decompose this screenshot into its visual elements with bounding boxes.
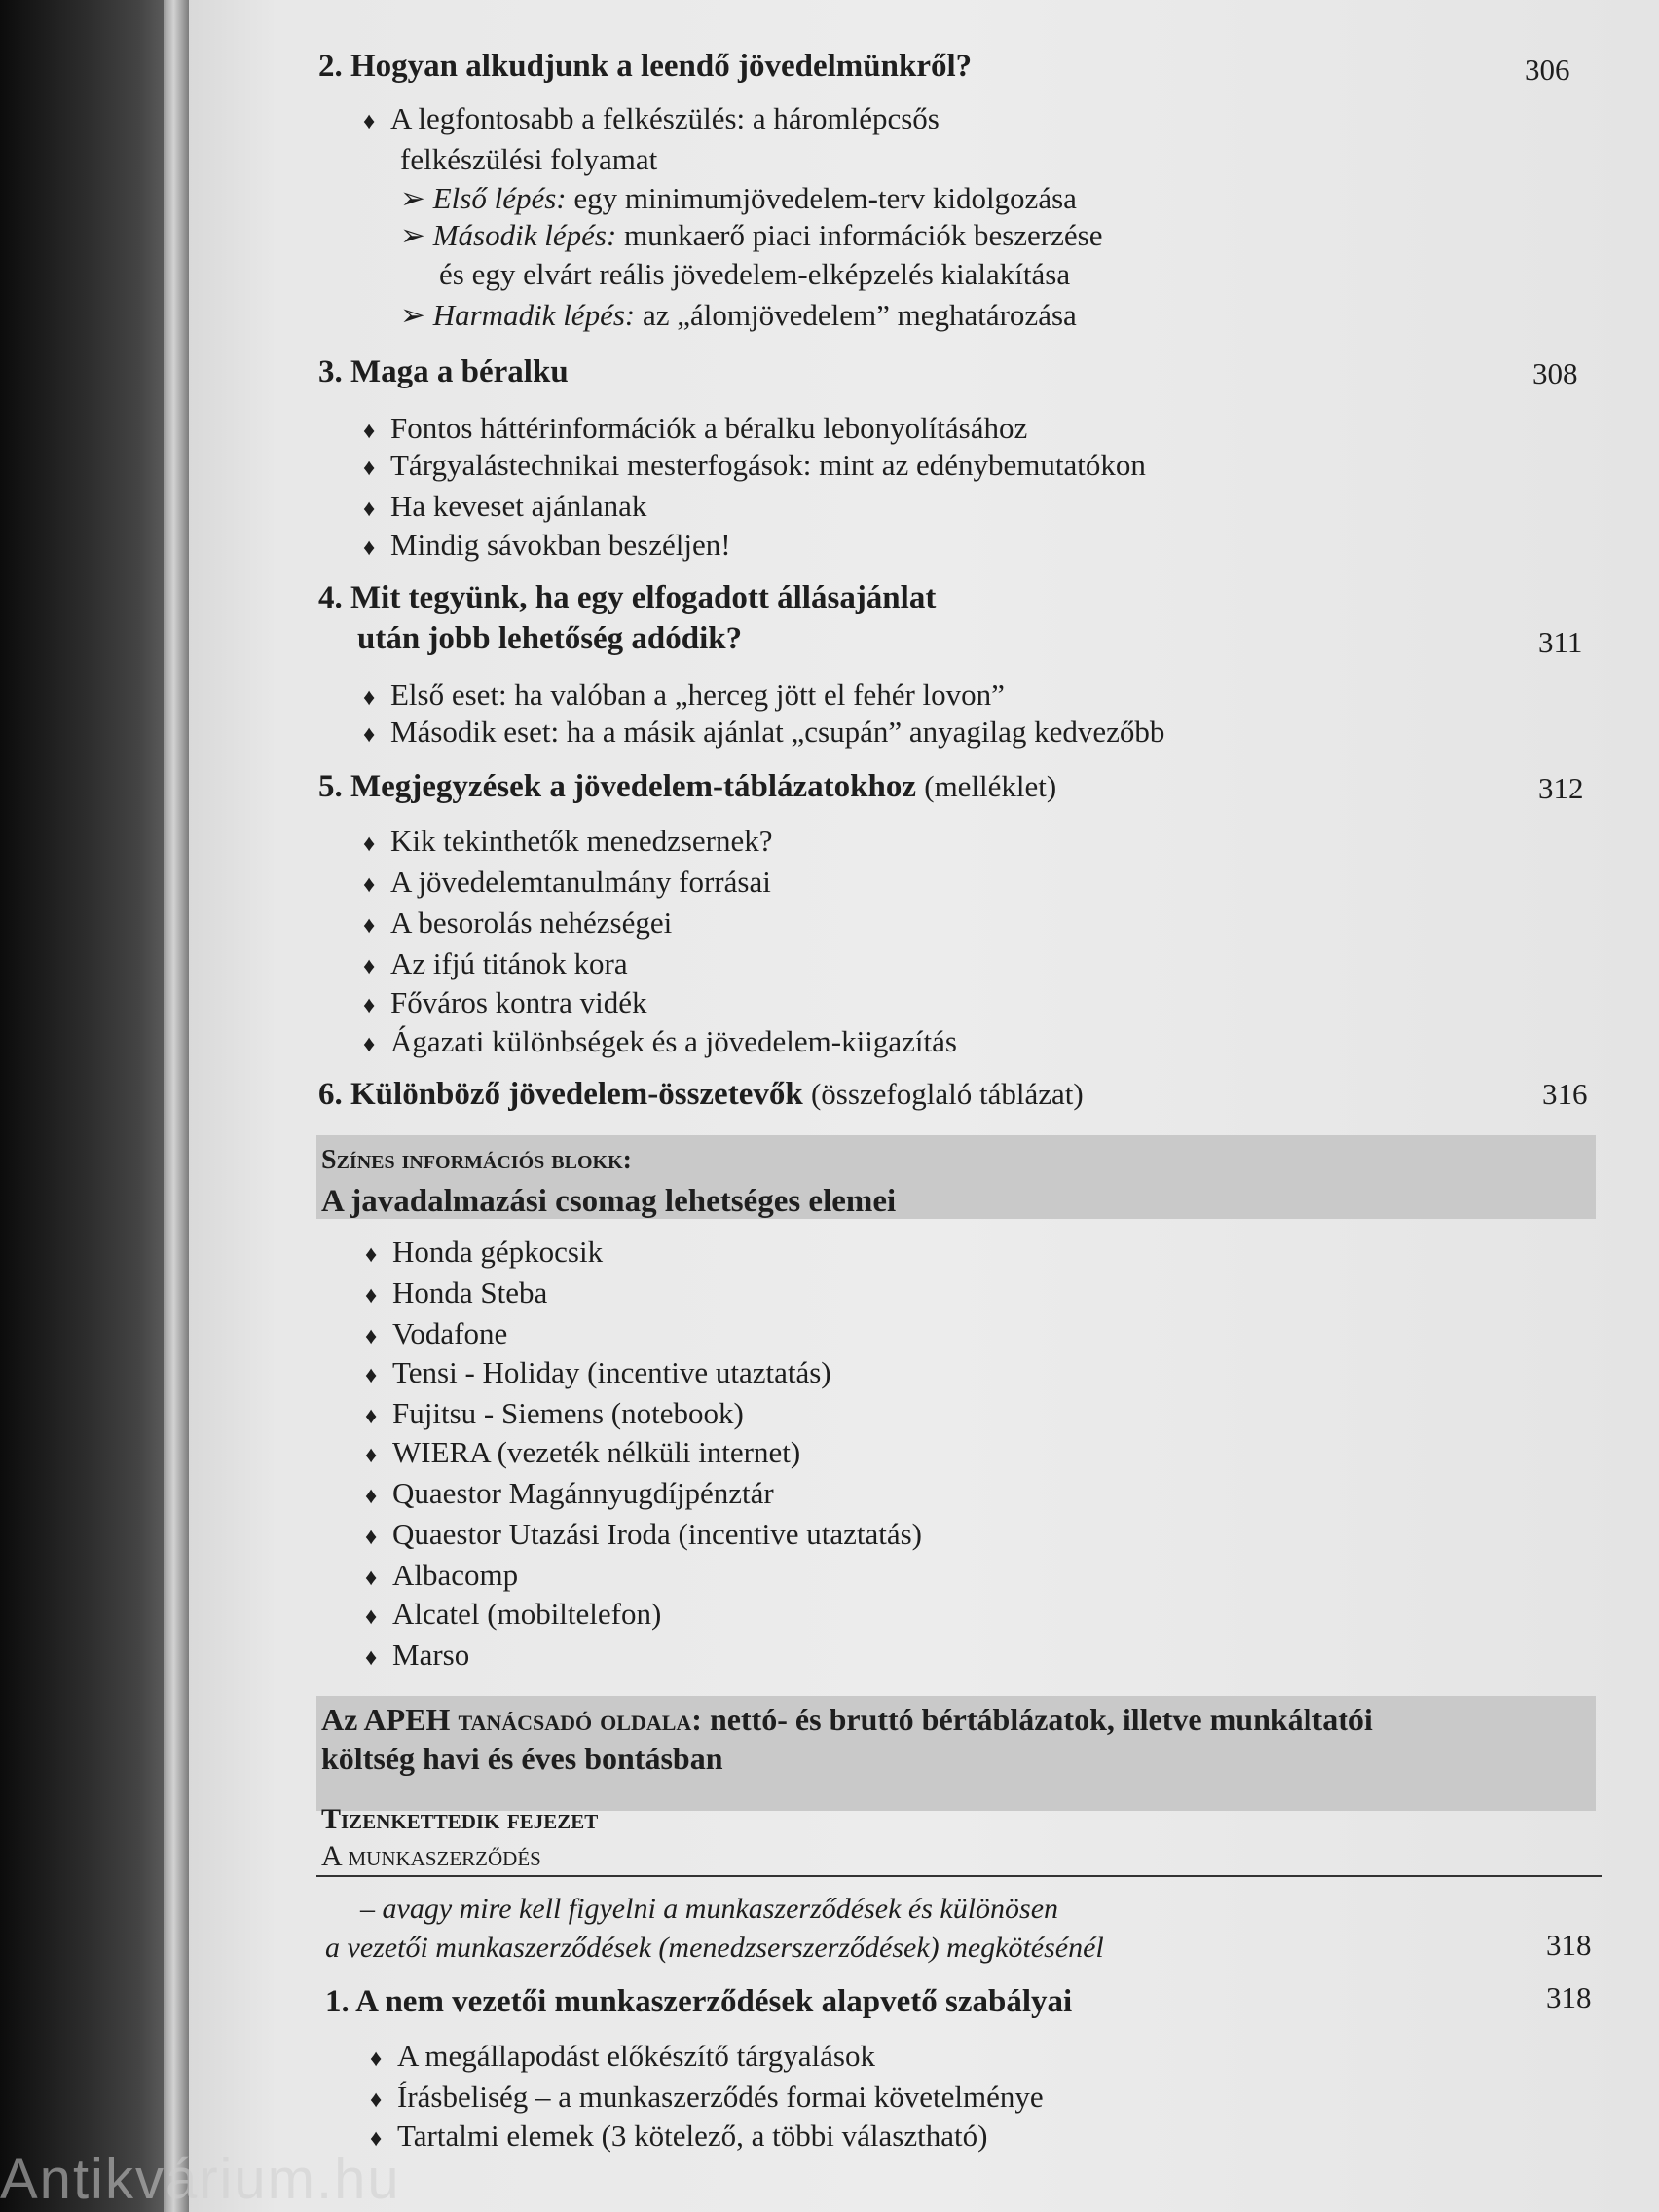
list-item: ♦ Albacomp [365, 1558, 519, 1592]
chapter-rule [316, 1875, 1602, 1877]
list-item: ♦ Fontos háttérinformációk a béralku lebonyolításához [363, 411, 1028, 445]
bullet-icon: ♦ [365, 1484, 378, 1509]
info-block-label: Színes információs blokk: [321, 1145, 632, 1175]
list-item: ♦ Második eset: ha a másik ajánlat „csupán” anyagilag kedvezőbb [363, 715, 1165, 749]
bullet-icon: ♦ [363, 535, 376, 561]
bullet-icon: ♦ [370, 2126, 383, 2152]
bullet-icon: ♦ [365, 1242, 378, 1268]
list-item: ♦ Az ifjú titánok kora [363, 946, 628, 980]
bullet-icon: ♦ [363, 831, 376, 857]
chapter-subtitle-cont: a vezetői munkaszerződések (menedzserszerződések) megkötésénél [325, 1932, 1104, 1964]
bullet-icon: ♦ [370, 2046, 383, 2072]
list-item: ♦ Ha keveset ajánlanak [363, 489, 647, 523]
list-item: ♦ Tensi - Holiday (incentive utaztatás) [365, 1355, 831, 1389]
chapter-label: Tizenkettedik fejezet [321, 1803, 599, 1835]
section-5-title: 5. Megjegyzések a jövedelem-táblázatokhoz (melléklet) [318, 769, 1057, 804]
dark-background [0, 0, 164, 2212]
list-item: ♦ WIERA (vezeték nélküli internet) [365, 1435, 801, 1469]
list-item: ♦ Honda gépkocsik [365, 1235, 604, 1269]
bullet-icon: ♦ [365, 1443, 378, 1468]
page-edge [164, 0, 189, 2212]
section-3-page: 308 [1532, 356, 1578, 390]
bullet-icon: ♦ [363, 872, 376, 898]
section-6-page: 316 [1542, 1077, 1588, 1111]
bullet-icon: ♦ [363, 1032, 376, 1057]
chapter-page: 318 [1546, 1928, 1592, 1962]
bullet-icon: ♦ [363, 109, 376, 134]
arrow-icon: ➢ [400, 298, 433, 332]
chapter-section-1-title: 1. A nem vezetői munkaszerződések alapvető szabályai [325, 1984, 1073, 2019]
section-4-title-cont: után jobb lehetőség adódik? [357, 621, 743, 656]
list-item: ♦ Főváros kontra vidék [363, 985, 647, 1019]
info-block-title: A javadalmazási csomag lehetséges elemei [321, 1184, 897, 1219]
list-item: ♦ A jövedelemtanulmány forrásai [363, 865, 771, 899]
bullet-icon: ♦ [365, 1525, 378, 1550]
step-2-cont: és egy elvárt reális jövedelem-elképzelés kialakítása [439, 257, 1071, 291]
bullet-icon: ♦ [363, 497, 376, 522]
list-item-cont: felkészülési folyamat [400, 142, 658, 176]
list-item: ♦ A besorolás nehézségei [363, 905, 673, 940]
chapter-section-1-page: 318 [1546, 1980, 1592, 2014]
section-4-title: 4. Mit tegyünk, ha egy elfogadott állásajánlat [318, 580, 937, 615]
list-item: ♦ A legfontosabb a felkészülés: a háromlépcsős [363, 101, 940, 135]
chapter-title: A munkaszerződés [321, 1840, 541, 1872]
bullet-icon: ♦ [363, 456, 376, 481]
bullet-icon: ♦ [365, 1566, 378, 1591]
bullet-icon: ♦ [363, 722, 376, 748]
section-5-page: 312 [1538, 771, 1584, 805]
step-3: ➢ Harmadik lépés: az „álomjövedelem” meghatározása [400, 298, 1077, 332]
bullet-icon: ♦ [365, 1645, 378, 1671]
list-item: ♦ Quaestor Utazási Iroda (incentive utaztatás) [365, 1517, 922, 1551]
list-item: ♦ Marso [365, 1638, 470, 1672]
bullet-icon: ♦ [365, 1324, 378, 1349]
section-3-title: 3. Maga a béralku [318, 354, 569, 389]
arrow-icon: ➢ [400, 181, 433, 215]
section-2-title: 2. Hogyan alkudjunk a leendő jövedelmünkről? [318, 49, 973, 84]
bullet-icon: ♦ [363, 685, 376, 711]
arrow-icon: ➢ [400, 218, 433, 252]
list-item: ♦ Alcatel (mobiltelefon) [365, 1597, 662, 1631]
section-2-page: 306 [1525, 53, 1570, 87]
list-item: ♦ Vodafone [365, 1316, 508, 1350]
watermark: Antikvárium.hu [0, 2148, 401, 2211]
list-item: ♦ Írásbeliség – a munkaszerződés formai követelménye [370, 2080, 1044, 2114]
bullet-icon: ♦ [363, 419, 376, 444]
list-item: ♦ Első eset: ha valóban a „herceg jött el fehér lovon” [363, 678, 1005, 712]
bullet-icon: ♦ [370, 2087, 383, 2113]
apeh-title-cont: költség havi és éves bontásban [321, 1741, 723, 1776]
list-item: ♦ Quaestor Magánnyugdíjpénztár [365, 1476, 774, 1510]
bullet-icon: ♦ [365, 1363, 378, 1388]
list-item: ♦ Mindig sávokban beszéljen! [363, 528, 731, 562]
list-item: ♦ Fujitsu - Siemens (notebook) [365, 1396, 744, 1430]
list-item: ♦ Honda Steba [365, 1275, 548, 1309]
bullet-icon: ♦ [363, 954, 376, 979]
section-4-page: 311 [1538, 625, 1583, 659]
bullet-icon: ♦ [365, 1404, 378, 1429]
step-2: ➢ Második lépés: munkaerő piaci információk beszerzése [400, 218, 1103, 252]
bullet-icon: ♦ [365, 1283, 378, 1309]
apeh-title: Az APEH tanácsadó oldala: nettó- és bruttó bértáblázatok, illetve munkáltatói [321, 1702, 1373, 1737]
section-6-title: 6. Különböző jövedelem-összetevők (összefoglaló táblázat) [318, 1077, 1084, 1112]
chapter-subtitle: – avagy mire kell figyelni a munkaszerződések és különösen [360, 1893, 1059, 1925]
list-item: ♦ Tárgyalástechnikai mesterfogások: mint az edénybemutatókon [363, 448, 1146, 482]
step-1: ➢ Első lépés: egy minimumjövedelem-terv kidolgozása [400, 181, 1077, 215]
list-item: ♦ Ágazati különbségek és a jövedelem-kiigazítás [363, 1024, 957, 1058]
bullet-icon: ♦ [363, 993, 376, 1018]
list-item: ♦ Tartalmi elemek (3 kötelező, a többi választható) [370, 2119, 988, 2153]
bullet-icon: ♦ [363, 913, 376, 939]
bullet-icon: ♦ [365, 1604, 378, 1630]
list-item: ♦ A megállapodást előkészítő tárgyalások [370, 2039, 875, 2073]
list-item: ♦ Kik tekinthetők menedzsernek? [363, 824, 773, 858]
